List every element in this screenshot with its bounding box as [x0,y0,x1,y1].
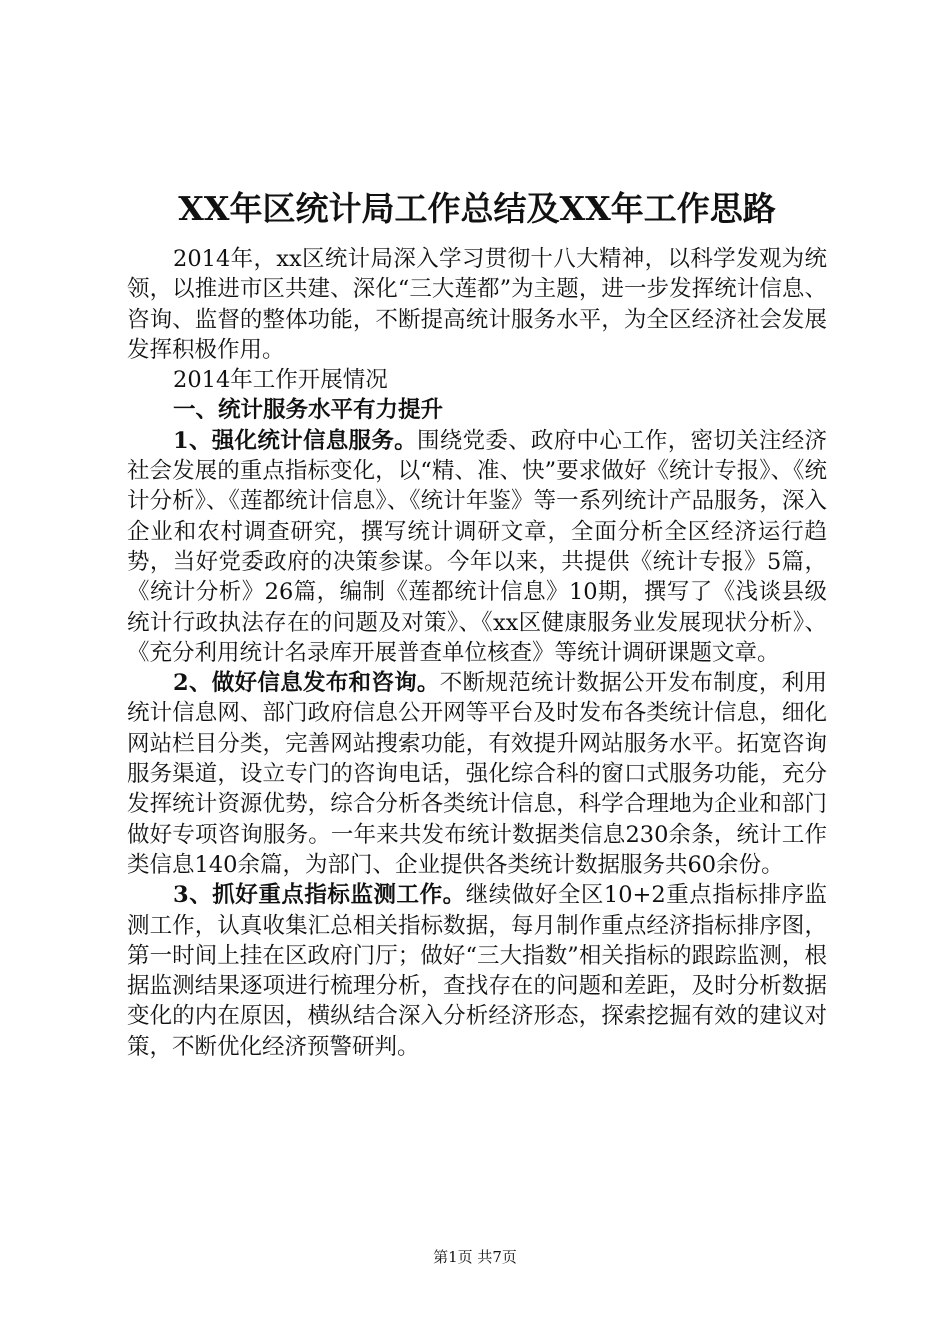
document-body [127,186,827,1062]
list-item [127,426,827,668]
list-item [127,880,827,1062]
item-lead: 3、抓好重点指标监测工作。 [173,882,466,909]
item-body: 围绕党委、政府中心工作，密切关注经济社会发展的重点指标变化，以“精、准、快”要求做好《统计专报》、《统计分析》、《莲都统计信息》、《统计年鉴》等一系列统计产品服务，深入企业和农村调查研究，撰写统计调研文章，全面分析全区经济运行趋势，当好党委政府的决策参谋。今年以来，共提供《统计专报》5篇，《统计分析》26篇，编制《莲都统计信息》10期，撰写了《浅谈县级统计行政执法存在的问题及对策》、《xx区健康服务业发展现状分析》、《充分利用统计名录库开展普查单位核查》等统计调研课题文章。 [127,427,827,666]
item-body: 不断规范统计数据公开发布制度，利用统计信息网、部门政府信息公开网等平台及时发布各类统计信息，细化网站栏目分类，完善网站搜索功能，有效提升网站服务水平。拓宽咨询服务渠道，设立专门的咨询电话，强化综合科的窗口式服务功能，充分发挥统计资源优势，综合分析各类统计信息，科学合理地为企业和部门做好专项咨询服务。一年来共发布统计数据类信息230余条，统计工作类信息140余篇，为部门、企业提供各类统计数据服务共60余份。 [127,670,827,878]
section-intro: 2014年工作开展情况 [173,367,388,394]
list-item [127,668,827,880]
item-lead: 1、强化统计信息服务。 [173,427,417,454]
section-heading: 一、统计服务水平有力提升 [173,397,444,424]
document-title: XX年区统计局工作总结及XX年工作思路 [178,189,776,228]
item-body: 继续做好全区10+2重点指标排序监测工作，认真收集汇总相关指标数据，每月制作重点经济指标排序图，第一时间上挂在区政府门厅；做好“三大指数”相关指标的跟踪监测，根据监测结果逐项进行梳理分析，查找存在的问题和差距，及时分析数据变化的内在原因，横纵结合深入分析经济形态，探索挖掘有效的建议对策，不断优化经济预警研判。 [127,882,827,1060]
item-lead: 2、做好信息发布和咨询。 [173,670,440,697]
page-number: 第1页 共7页 [433,1248,517,1266]
intro-paragraph: 2014年，xx区统计局深入学习贯彻十八大精神，以科学发观为统领，以推进市区共建、深化“三大莲都”为主题，进一步发挥统计信息、咨询、监督的整体功能，不断提高统计服务水平，为全区经济社会发展发挥积极作用。 [127,246,827,363]
